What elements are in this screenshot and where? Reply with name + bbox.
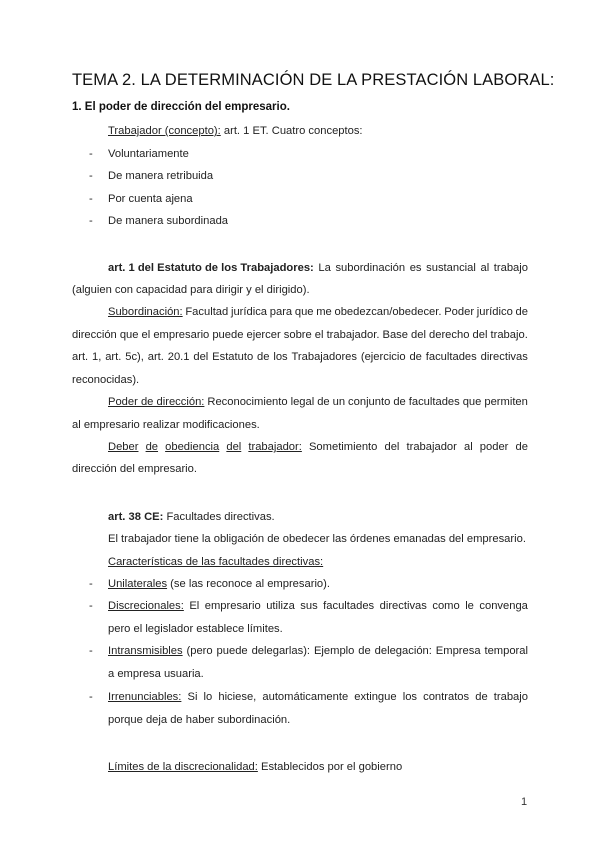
list-item: De manera subordinada (108, 215, 229, 227)
subordinacion-label: Subordinación: (108, 306, 183, 318)
list-item: Por cuenta ajena (108, 193, 193, 205)
irrenunciables-line2: porque deja de haber subordinación. (108, 714, 291, 726)
list-dash: - (89, 645, 93, 657)
list-dash: - (89, 600, 93, 612)
art1-line1: art. 1 del Estatuto de los Trabajadores: La subordinación es sustancial al trabajo (108, 262, 528, 274)
trabajador-label: Trabajador (concepto): (108, 125, 221, 137)
caracteristicas-heading: Características de las facultades directivas: (108, 556, 324, 568)
intransmisibles-line1: Intransmisibles (pero puede delegarlas): Ejemplo de delegación: Empresa temporal (108, 645, 528, 657)
limites-line: Límites de la discrecionalidad: Establecidos por el gobierno (108, 761, 403, 773)
intransmisibles-line2: a empresa usuaria. (108, 668, 204, 680)
trabajador-text: art. 1 ET. Cuatro conceptos: (220, 125, 363, 137)
list-dash: - (89, 578, 93, 590)
art38-line2: El trabajador tiene la obligación de obedecer las órdenes emanadas del empresario. (108, 533, 526, 545)
subordinacion-line4: reconocidas). (72, 374, 140, 386)
art1-line2: (alguien con capacidad para dirigir y el dirigido). (72, 284, 310, 296)
poder-label: Poder de dirección: (108, 396, 205, 408)
unilaterales-item: Unilaterales (se las reconoce al empresario). (108, 578, 330, 590)
poder-line1: Poder de dirección: Reconocimiento legal de un conjunto de facultades que permiten (108, 396, 528, 408)
art38-label: art. 38 CE: (108, 511, 164, 523)
deber-line1: Deber de obediencia del trabajador: Sometimiento del trabajador al poder de (108, 441, 528, 453)
page-title: TEMA 2. LA DETERMINACIÓN DE LA PRESTACIÓN LABORAL: (72, 71, 555, 89)
art1-label: art. 1 del Estatuto de los Trabajadores: (108, 262, 314, 274)
trabajador-paragraph (108, 124, 528, 139)
page-number: 1 (521, 796, 528, 808)
discrecionales-line2: pero el legislador establece límites. (108, 623, 283, 635)
subordinacion-line2: dirección que el empresario puede ejercer sobre el trabajador. Base del derecho del trabajo. (72, 329, 528, 341)
irrenunciables-line1: Irrenunciables: Si lo hiciese, automáticamente extingue los contratos de trabajo (108, 691, 528, 703)
list-item: De manera retribuida (108, 170, 214, 182)
list-dash: - (89, 193, 93, 205)
poder-line2: al empresario realizar modificaciones. (72, 419, 260, 431)
list-item: Voluntariamente (108, 148, 189, 160)
list-dash: - (89, 148, 93, 160)
subordinacion-line3: art. 1, art. 5c), art. 20.1 del Estatuto de los Trabajadores (ejercicio de facultades directivas (72, 351, 528, 363)
section-heading: 1. El poder de dirección del empresario. (72, 101, 290, 113)
list-dash: - (89, 215, 93, 227)
art38-line1: art. 38 CE: Facultades directivas. (108, 511, 275, 523)
subordinacion-line1: Subordinación: Facultad jurídica para que me obedezcan/obedecer. Poder jurídico de (108, 306, 528, 318)
list-dash: - (89, 170, 93, 182)
list-dash: - (89, 691, 93, 703)
deber-line2: dirección del empresario. (72, 463, 197, 475)
discrecionales-line1: Discrecionales: El empresario utiliza sus facultades directivas como le convenga (108, 600, 528, 612)
